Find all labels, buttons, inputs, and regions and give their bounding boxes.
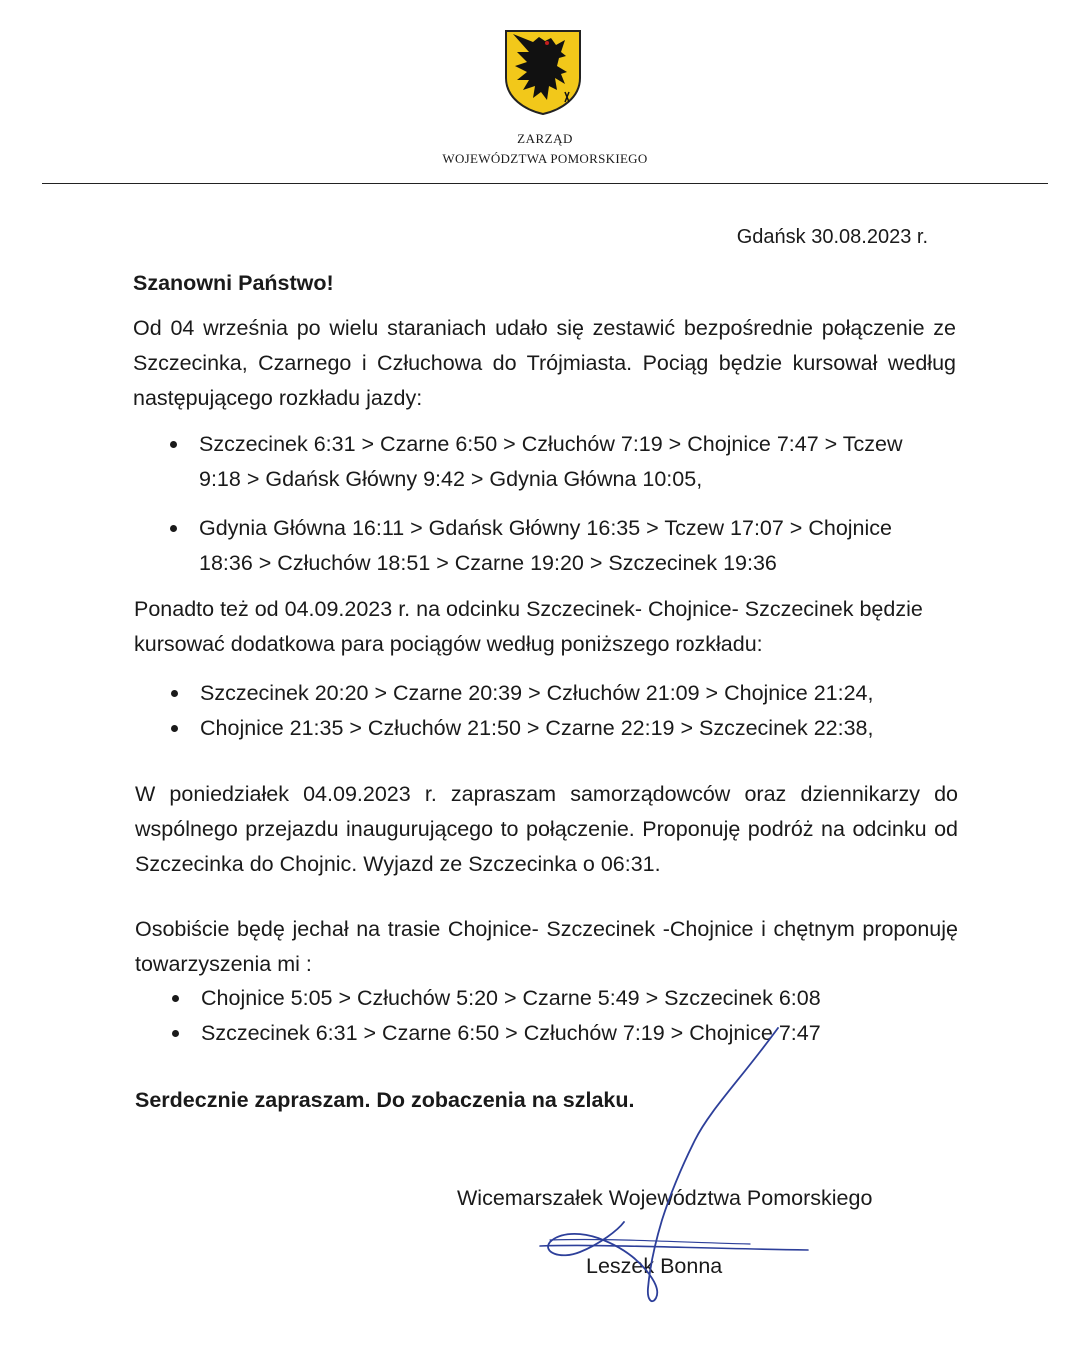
list-item: Chojnice 21:35 > Człuchów 21:50 > Czarne 22:19 > Szczecinek 22:38, — [200, 711, 960, 746]
main-schedule-list — [199, 427, 939, 581]
list-item: Szczecinek 6:31 > Czarne 6:50 > Człuchów 7:19 > Chojnice 7:47 — [201, 1016, 961, 1051]
org-name-line2: WOJEWÓDZTWA POMORSKIEGO — [442, 151, 648, 166]
org-name-line1: ZARZĄD — [517, 131, 573, 146]
signatory-name: Leszek Bonna — [586, 1254, 723, 1278]
list-item: Gdynia Główna 16:11 > Gdańsk Główny 16:35 > Tczew 17:07 > Chojnice 18:36 > Człuchów 18:51 > Czarne 19:20 > Szczecinek 19:36 — [199, 511, 939, 581]
handwritten-signature — [520, 1020, 820, 1310]
letterhead — [0, 0, 1080, 200]
signatory-title: Wicemarszałek Województwa Pomorskiego — [457, 1186, 873, 1210]
letter-date: Gdańsk 30.08.2023 r. — [736, 226, 928, 248]
list-item: Chojnice 5:05 > Człuchów 5:20 > Czarne 5:49 > Szczecinek 6:08 — [201, 981, 961, 1016]
list-item: Szczecinek 6:31 > Czarne 6:50 > Człuchów 7:19 > Chojnice 7:47 > Tczew 9:18 > Gdańsk Główny 9:42 > Gdynia Główna 10:05, — [199, 427, 939, 497]
salutation: Szanowni Państwo! — [133, 271, 334, 295]
closing-line: Serdecznie zapraszam. Do zobaczenia na szlaku. — [135, 1088, 635, 1112]
personal-trip-paragraph: Osobiście będę jechał na trasie Chojnice- Szczecinek -Chojnice i chętnym proponuję towarzyszenia mi : — [135, 917, 958, 976]
invitation-paragraph: W poniedziałek 04.09.2023 r. zapraszam samorządowców oraz dziennikarzy do wspólnego przejazdu inaugurującego to połączenie. Proponuję podróż na odcinku od Szczecinka do Chojnic. Wyjazd ze Szczecinka o 06:31. — [135, 782, 958, 876]
griffin-coat-of-arms-icon — [503, 28, 583, 116]
additional-service-paragraph: Ponadto też od 04.09.2023 r. na odcinku Szczecinek- Chojnice- Szczecinek będzie kursować dodatkowa para pociągów według poniższego rozkładu: — [134, 597, 923, 656]
intro-paragraph: Od 04 września po wielu staraniach udało się zestawić bezpośrednie połączenie ze Szczecinka, Czarnego i Człuchowa do Trójmiasta. Pociąg będzie kursował według następującego rozkładu jazdy: — [133, 316, 956, 410]
list-item: Szczecinek 20:20 > Czarne 20:39 > Człuchów 21:09 > Chojnice 21:24, — [200, 676, 960, 711]
header-divider — [42, 183, 1048, 184]
additional-schedule-list — [200, 676, 960, 746]
